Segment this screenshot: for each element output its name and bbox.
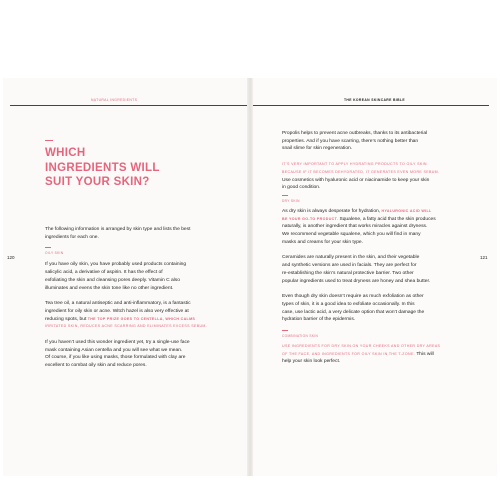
body-line: ingredient for oily skin or acne. Witch hazel is also very effective at <box>45 308 189 314</box>
body-line: masks and creams for your skin type. <box>282 239 363 245</box>
body-line: hydration barrier of the epidermis. <box>282 317 356 323</box>
page-title <box>45 146 235 190</box>
body-line: case, use lactic acid, a very delicate option that won’t damage the <box>282 309 425 315</box>
body-line: types of skin, it is a good idea to exfoliate occasionally. In this <box>282 301 415 307</box>
body-line: illuminates and evens the skin tone like no other ingredient. <box>45 285 174 291</box>
right-page-number: 121 <box>480 255 488 260</box>
body-line: properties. And if you have scarring, there’s nothing better than <box>282 138 419 144</box>
intro-line: The following information is arranged by skin type and lists the best <box>45 227 191 232</box>
highlight-line: BECAUSE IF IT BECOMES DEHYDRATED, IT GENERATES EVEN MORE SEBUM. <box>282 169 440 174</box>
body-line: naturally, is another ingredient that works miracles against dryness. <box>282 224 428 230</box>
highlight-line: IRRITATED SKIN, REDUCES ACNE SCARRING AND ELIMINATES EXCESS SEBUM. <box>45 324 208 329</box>
right-body <box>282 130 472 366</box>
highlight-text: HYALURONIC ACID WILL <box>381 208 432 213</box>
body-text: As dry skin is always desperate for hydration, <box>282 208 382 214</box>
combination-dash <box>282 330 288 331</box>
highlight-text: BE YOUR GO-TO PRODUCT. <box>282 216 339 221</box>
oily-dash <box>45 247 51 248</box>
body-line: re-establishing the skin’s natural protective barrier. Two other <box>282 270 414 276</box>
body-line: popular ingredients used to treat dryness are honey and shea butter. <box>282 278 431 284</box>
body-line: Propolis helps to prevent acne outbreaks, thanks to its antibacterial <box>282 131 428 136</box>
body-line: Even though dry skin doesn’t require as much exfoliation as other <box>282 294 424 300</box>
body-line: in good condition. <box>282 185 321 191</box>
body-line: Use cosmetics with hyaluronic acid or niacinamide to keep your skin <box>282 177 430 183</box>
left-page-number: 120 <box>7 255 15 260</box>
left-header-rule <box>10 105 247 106</box>
intro-line: ingredients for each one. <box>45 234 99 240</box>
title-line: INGREDIENTS WILL <box>45 161 160 174</box>
combination-skin-label: COMBINATION SKIN <box>282 334 319 339</box>
highlight-text: THE TOP PRIZE GOES TO CENTELLA, WHICH CALMS <box>87 316 196 321</box>
highlight-text: OF THE FACE, AND INGREDIENTS FOR OILY SKIN IN THE T-ZONE. <box>282 351 416 356</box>
oily-skin-label: OILY SKIN <box>45 251 64 256</box>
body-line: If you have oily skin, you have probably used products containing <box>45 262 187 268</box>
body-line: and synthetic versions are used in facials. They are perfect for <box>282 263 417 269</box>
title-line: WHICH <box>45 147 86 159</box>
body-text: Squalene, a fatty acid that the skin produces <box>338 216 436 222</box>
body-line: Of course, if you like using masks, those formulated with clay are <box>45 355 186 361</box>
body-line: snail slime for skin regeneration. <box>282 146 353 152</box>
body-line <box>45 316 235 324</box>
title-dash <box>45 140 53 141</box>
body-text: reducing spots, but <box>45 316 88 322</box>
right-header-rule <box>253 105 489 106</box>
body-line <box>282 351 472 359</box>
left-running-head: NATURAL INGREDIENTS <box>91 98 138 102</box>
body-line: mask containing Asian centella and you will see what we mean. <box>45 347 183 353</box>
body-line: exfoliating the skin and cleansing pores deeply. Vitamin C also <box>45 277 180 283</box>
body-line: salicylic acid, a derivative of aspirin. It has the effect of <box>45 270 163 276</box>
title-line: SUIT YOUR SKIN? <box>45 176 150 188</box>
body-line: excellent to combat oily skin and reduce pores. <box>45 363 147 369</box>
left-title-block <box>45 140 235 190</box>
left-body <box>45 226 235 370</box>
body-line: Ceramides are naturally present in the skin, and their vegetable <box>282 255 420 261</box>
body-line: If you haven’t used this wonder ingredient yet, try a single-use face <box>45 340 190 346</box>
dry-skin-label: DRY SKIN <box>282 198 300 203</box>
body-line: Tea tree oil, a natural antiseptic and anti-inflammatory, is a fantastic <box>45 301 191 307</box>
right-running-head: THE KOREAN SKINCARE BIBLE <box>344 98 405 102</box>
highlight-line: USE INGREDIENTS FOR DRY SKIN ON YOUR CHEEKS AND OTHER DRY AREAS <box>282 344 441 349</box>
highlight-line: IT’S VERY IMPORTANT TO APPLY HYDRATING PRODUCTS TO OILY SKIN <box>282 162 427 167</box>
body-line <box>282 216 472 224</box>
body-line: We recommend vegetable squalene, which you will find in many <box>282 232 421 238</box>
dry-dash <box>282 195 288 196</box>
body-line <box>282 208 472 216</box>
book-gutter <box>247 78 253 476</box>
body-line: help your skin look perfect. <box>282 359 341 365</box>
body-text: This will <box>415 351 434 357</box>
